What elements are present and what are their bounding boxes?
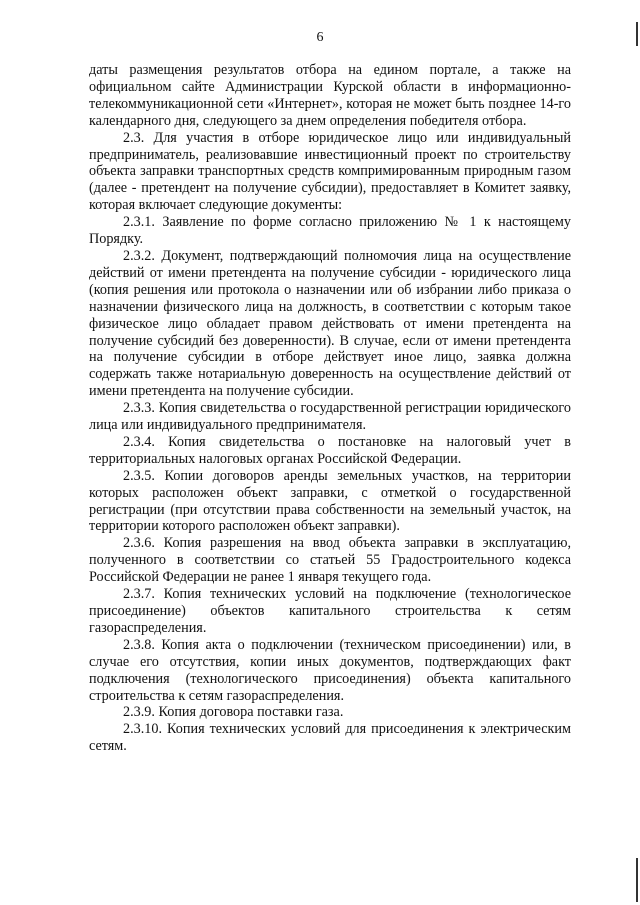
scan-edge-mark-top	[636, 22, 638, 46]
paragraph-2-3-10: 2.3.10. Копия технических условий для присоединения к электрическим сетям.	[89, 721, 571, 755]
paragraph-2-3-3: 2.3.3. Копия свидетельства о государственной регистрации юридического лица или индивидуального предпринимателя.	[89, 400, 571, 434]
document-body	[89, 62, 571, 755]
page-number: 6	[316, 30, 324, 45]
paragraph-2-3-9: 2.3.9. Копия договора поставки газа.	[123, 704, 344, 721]
paragraph-2-3-5: 2.3.5. Копии договоров аренды земельных участков, на территории которых расположен объект заправки, с отметкой о государственной регистрации (при отсутствии права собственности на земельный участок, на территории которого расположен объект заправки).	[89, 467, 571, 535]
paragraph-2-3-4: 2.3.4. Копия свидетельства о постановке на налоговый учет в территориальных налоговых органах Российской Федерации.	[89, 433, 571, 467]
paragraph-continuation: даты размещения результатов отбора на едином портале, а также на официальном сайте Администрации Курской области в информационно-телекоммуникационной сети «Интернет», которая не может быть позднее 14-го календарного дня, следующего за днем определения победителя отбора.	[89, 62, 571, 129]
paragraph-2-3-8: 2.3.8. Копия акта о подключении (техническом присоединении) или, в случае его отсутствия, копии иных документов, подтверждающих факт подключения (технологического присоединения) объекта капитального строительства к сетям газораспределения.	[89, 636, 571, 704]
paragraph-2-3-2: 2.3.2. Документ, подтверждающий полномочия лица на осуществление действий от имени претендента на получение субсидии - юридического лица (копия решения или протокола о назначении или об избрании либо приказа о назначении физического лица на должность, в соответствии с которым такое физическое лицо обладает правом действовать от имени претендента на получение субсидий без доверенности). В случае, если от имени претендента на получение субсидии в отборе действует иное лицо, заявка должна содержать также нотариальную доверенность на осуществление действий от имени претендента на получение субсидии.	[89, 247, 571, 400]
paragraph-2-3-7: 2.3.7. Копия технических условий на подключение (технологическое присоединение) объектов капитального строительства к сетям газораспределения.	[89, 586, 571, 636]
paragraph-2-3-6: 2.3.6. Копия разрешения на ввод объекта заправки в эксплуатацию, полученного в соответствии со статьей 55 Градостроительного кодекса Российской Федерации не ранее 1 января текущего года.	[89, 535, 571, 586]
scan-edge-mark-bottom	[636, 858, 638, 902]
paragraph-2-3: 2.3. Для участия в отборе юридическое лицо или индивидуальный предприниматель, реализовавшие инвестиционный проект по строительству объекта заправки транспортных средств компримированным природным газом (далее - претендент на получение субсидии), предоставляет в Комитет заявку, которая включает следующие документы:	[89, 129, 571, 214]
paragraph-2-3-1: 2.3.1. Заявление по форме согласно приложению № 1 к настоящему Порядку.	[89, 214, 571, 248]
